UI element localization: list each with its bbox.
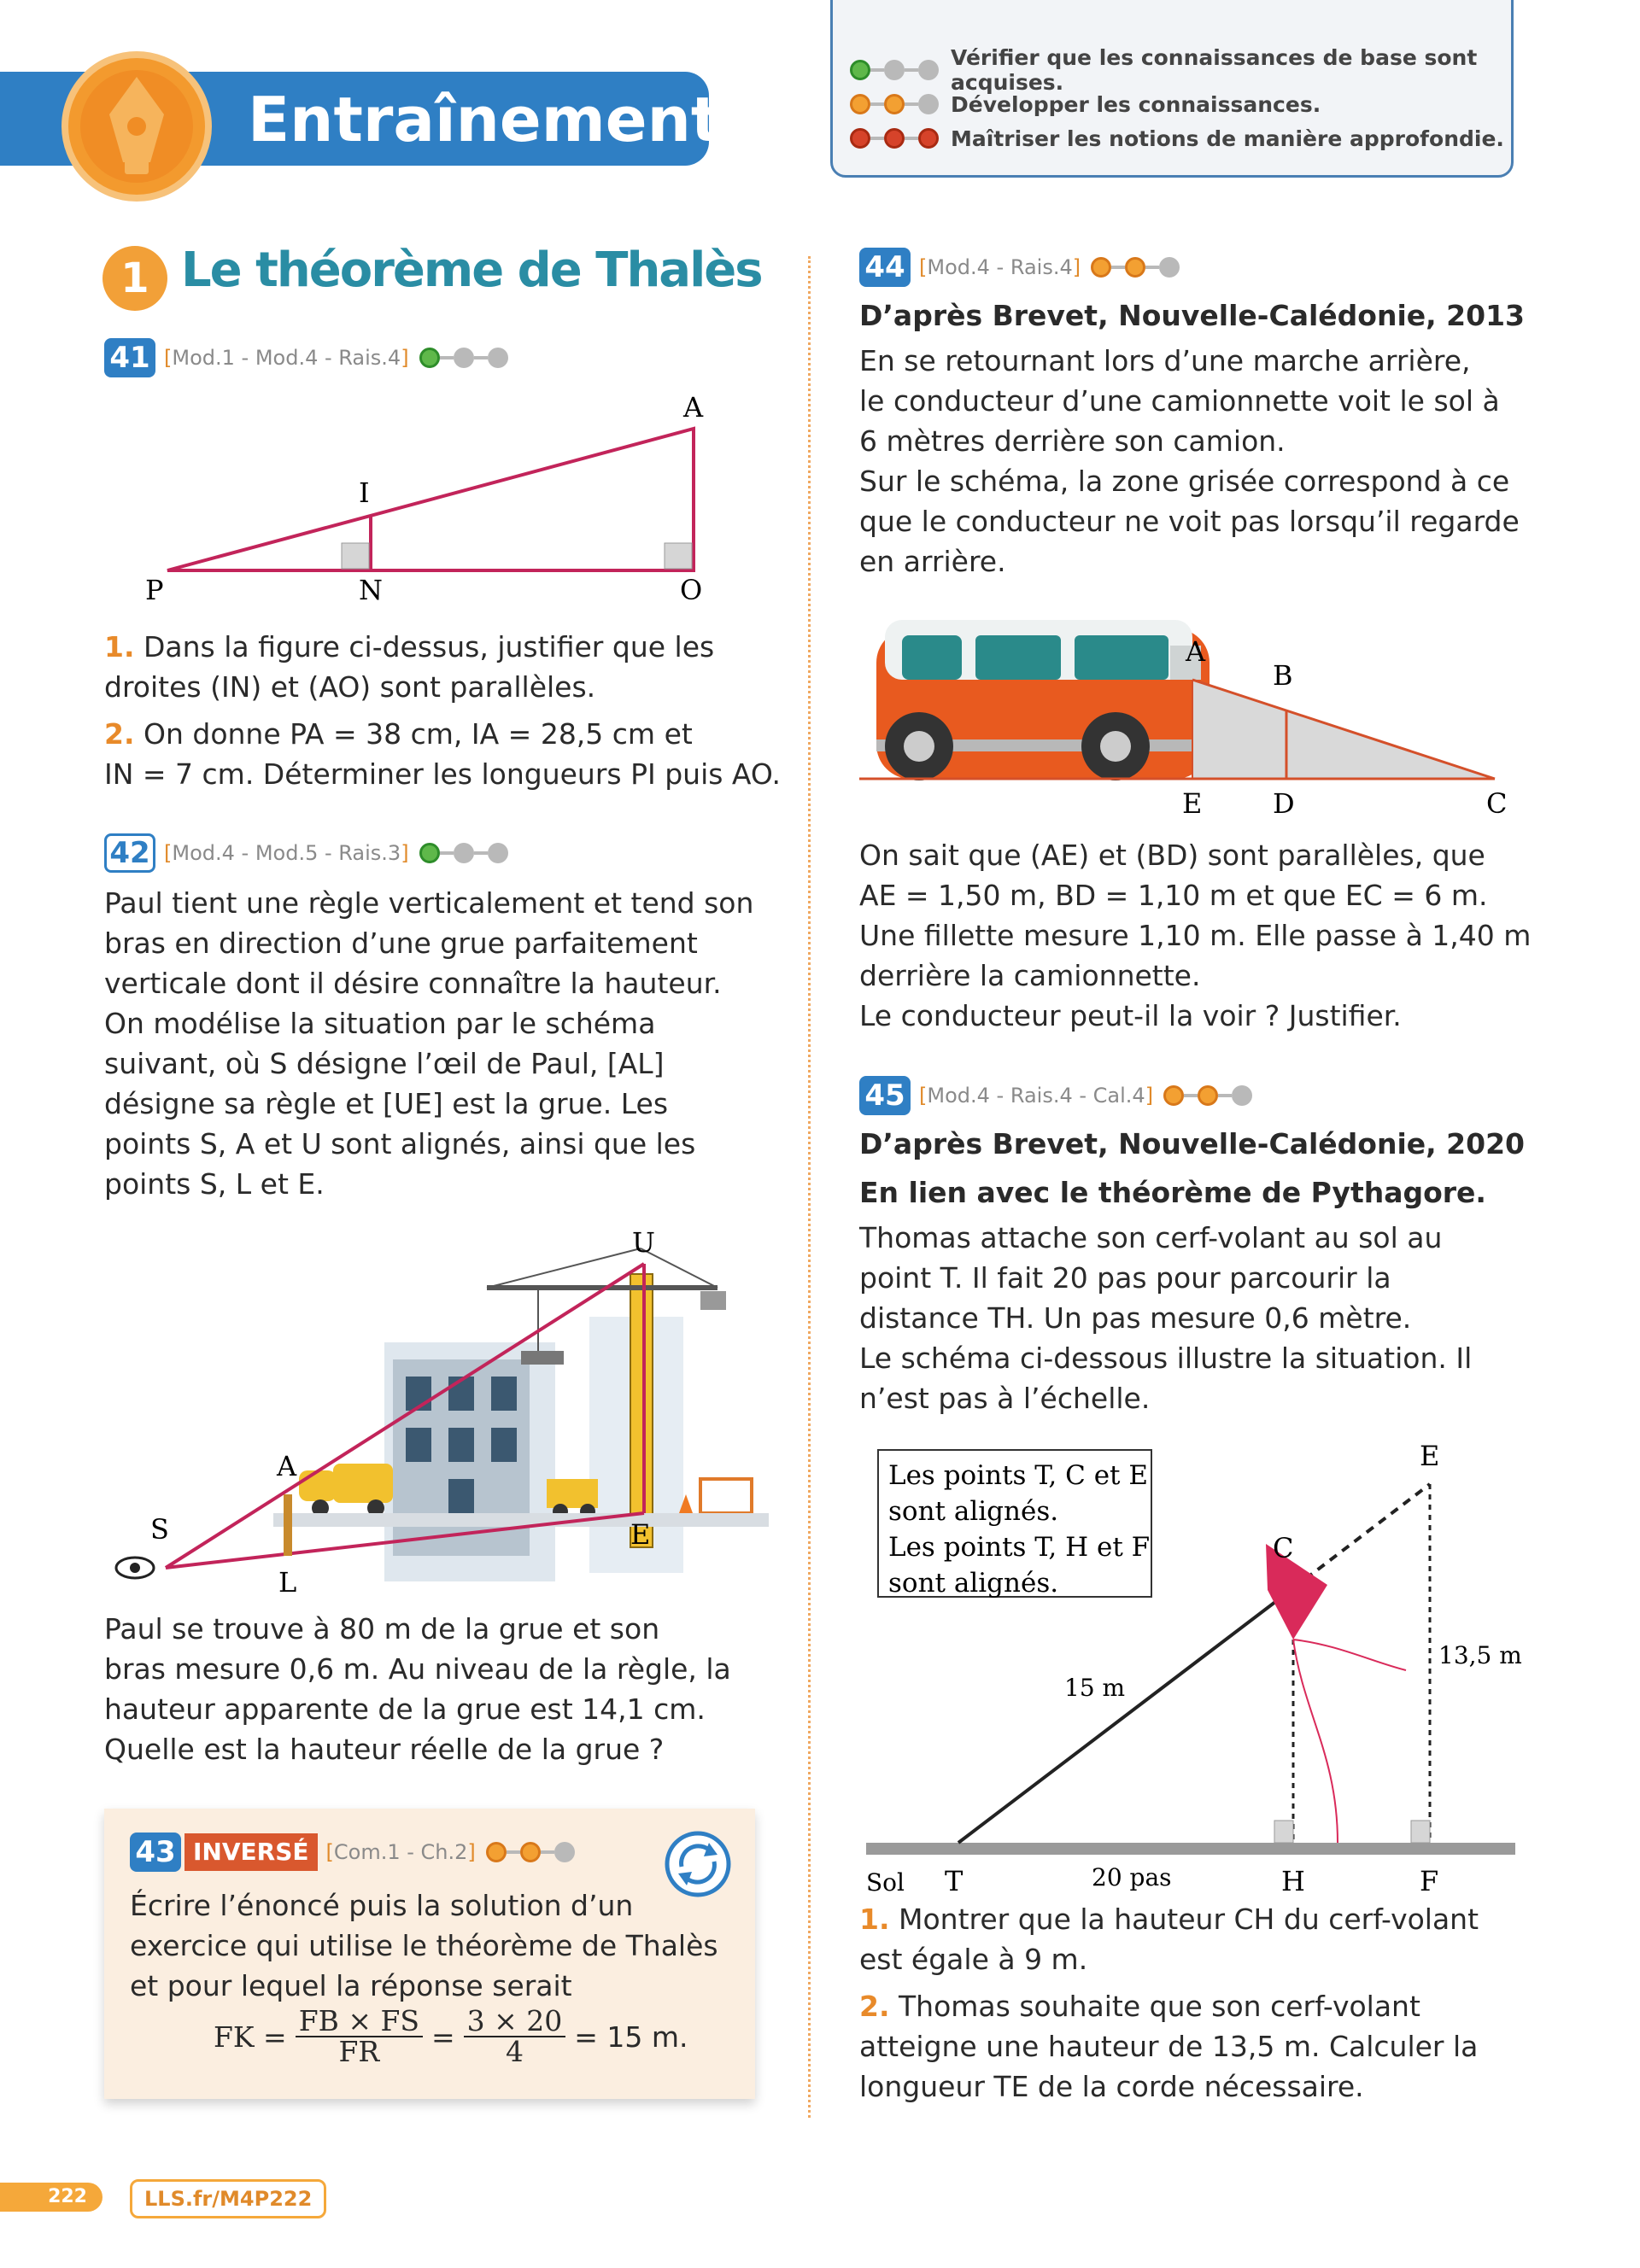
question-text: Thomas souhaite que son cerf-volant [899,1990,1420,2023]
text-line: en arrière. [859,545,1006,578]
text-line: derrière la camionnette. [859,959,1201,992]
text-line: Le conducteur peut-il la voir ? Justifier. [859,999,1402,1032]
ex43-statement [130,1885,728,2006]
ex42-crane-figure [102,1223,769,1599]
point-label-A: A [1186,635,1206,668]
point-label-L: L [278,1566,297,1599]
ex43-inverse-box [104,1809,755,2099]
source-title: D’après Brevet, Nouvelle-Calédonie, 2020 [859,1127,1526,1160]
note-line: sont alignés. [888,1568,1059,1599]
ex41-triangle-figure [128,391,743,613]
skills-tag: [Com.1 - Ch.2] [325,1840,476,1864]
difficulty-legend [830,0,1514,178]
section-title: Le théorème de Thalès [181,243,762,298]
text-line: AE = 1,50 m, BD = 1,10 m et que EC = 6 m. [859,879,1488,912]
point-label-E: E [1182,787,1203,820]
height-label: 13,5 m [1438,1641,1522,1669]
question-number: 2. [859,1990,890,2023]
text-line: verticale dont il désire connaître la hauteur. [104,967,722,1000]
text-line: distance TH. Un pas mesure 0,6 mètre. [859,1301,1412,1335]
text-line: point T. Il fait 20 pas pour parcourir la [859,1261,1391,1295]
text-line: et pour lequel la réponse serait [130,1969,572,2002]
column-divider [808,256,811,2118]
point-label-U: U [632,1226,655,1259]
source-title: D’après Brevet, Nouvelle-Calédonie, 2013 [859,299,1526,332]
exercise-44-header [859,246,1180,289]
length-label: 15 m [1064,1674,1126,1702]
text-line: points S, L et E. [104,1167,325,1201]
text-line: points S, A et U sont alignés, ainsi que les [104,1127,696,1160]
point-label-O: O [680,574,703,606]
text-line: que le conducteur ne voit pas lorsqu’il regarde [859,505,1520,538]
formula-result: = 15 m. [574,2020,688,2054]
ex45-kite-figure [859,1431,1594,1892]
exercise-42-header [104,832,508,874]
text-line: Quelle est la hauteur réelle de la grue ? [104,1733,665,1766]
web-link[interactable]: LLS.fr/M4P222 [130,2179,326,2218]
question-text: est égale à 9 m. [859,1943,1088,1976]
question-text: longueur TE de la corde nécessaire. [859,2070,1364,2103]
point-label-N: N [359,574,383,606]
ex41-questions [104,627,788,794]
note-line: Les points T, H et F [888,1532,1151,1563]
exercise-number: 42 [104,833,155,873]
legend-text: Développer les connaissances. [951,91,1321,117]
point-label-P: P [145,574,164,606]
text-line: exercice qui utilise le théorème de Thalès [130,1929,718,1962]
exercise-number: 41 [104,338,155,377]
question-text: droites (IN) et (AO) sont parallèles. [104,670,596,704]
question-text: On donne PA = 38 cm, IA = 28,5 cm et [144,717,693,751]
formula-denominator: FR [338,2035,380,2068]
ground-label: Sol [866,1868,905,1892]
page-title: Entraînement [248,84,721,155]
ex43-formula [214,2004,688,2068]
text-line: hauteur apparente de la grue est 14,1 cm. [104,1692,706,1726]
text-line: Écrire l’énoncé puis la solution d’un [130,1889,634,1922]
point-label-T: T [945,1865,964,1892]
skills-tag: [Mod.4 - Mod.5 - Rais.3] [164,841,409,865]
point-label-C: C [1486,787,1508,820]
legend-text: Vérifier que les connaissances de base sont acquises. [951,45,1478,95]
ex44-statement [859,295,1594,582]
ex45-statement [859,1124,1594,1418]
formula-lhs: FK = [214,2020,287,2054]
question-number: 1. [104,630,135,663]
text-line: n’est pas à l’échelle. [859,1382,1151,1415]
formula-equals: = [430,2020,455,2054]
text-line: On sait que (AE) et (BD) sont parallèles, que [859,839,1485,872]
skills-tag: [Mod.4 - Rais.4 - Cal.4] [919,1084,1154,1108]
point-label-D: D [1273,787,1295,820]
level-1-dots-icon [419,843,508,863]
ex42-question [104,1609,788,1769]
point-label-A: A [277,1450,297,1482]
level-1-dots-icon [850,60,939,80]
exercise-number: 43 [130,1833,181,1872]
question-number: 1. [859,1903,890,1936]
text-line: Thomas attache son cerf-volant au sol au [859,1221,1443,1254]
ex45-questions [859,1899,1594,2107]
point-label-F: F [1420,1865,1439,1892]
pen-nib-badge-icon [62,51,212,202]
text-line: 6 mètres derrière son camion. [859,424,1286,458]
ex42-statement [104,883,788,1204]
level-2-dots-icon [850,94,939,114]
formula-denominator: 4 [505,2035,524,2068]
exercise-number: 44 [859,248,911,287]
legend-text: Maîtriser les notions de manière approfondie. [951,126,1504,151]
level-2-dots-icon [486,1842,575,1862]
question-text: Dans la figure ci-dessus, justifier que les [144,630,715,663]
text-line: Sur le schéma, la zone grisée correspond à ce [859,465,1510,498]
text-line: bras en direction d’une grue parfaitement [104,926,698,960]
formula-numerator: FB × FS [296,2007,423,2037]
point-label-A: A [683,391,704,424]
point-label-E: E [1420,1440,1440,1472]
level-2-dots-icon [1091,257,1180,278]
point-label-E: E [630,1518,651,1551]
text-line: Paul tient une règle verticalement et tend son [104,886,754,920]
inverse-label: INVERSÉ [184,1833,318,1871]
exercise-number: 45 [859,1076,911,1115]
text-line: suivant, où S désigne l’œil de Paul, [AL] [104,1047,665,1080]
text-line: Le schéma ci-dessous illustre la situation. Il [859,1342,1473,1375]
legend-row-develop [850,88,1321,120]
text-line: désigne sa règle et [UE] est la grue. Les [104,1087,669,1120]
ex44-van-figure [859,611,1594,825]
point-label-C: C [1273,1532,1294,1564]
skills-tag: [Mod.4 - Rais.4] [919,255,1081,279]
section-number: 1 [102,246,167,311]
exercise-41-header [104,336,508,379]
legend-row-master [850,122,1504,155]
level-3-dots-icon [850,128,939,149]
level-2-dots-icon [1163,1085,1252,1106]
question-text: IN = 7 cm. Déterminer les longueurs PI puis AO. [104,757,782,791]
question-text: atteigne une hauteur de 13,5 m. Calculer la [859,2030,1479,2063]
text-line: Paul se trouve à 80 m de la grue et son [104,1612,660,1645]
link-note: En lien avec le théorème de Pythagore. [859,1176,1486,1209]
point-label-S: S [150,1513,169,1546]
text-line: bras mesure 0,6 m. Au niveau de la règle, la [104,1652,731,1686]
legend-row-basic [850,45,1511,95]
exercise-45-header [859,1074,1252,1117]
distance-label: 20 pas [1092,1863,1172,1891]
note-line: sont alignés. [888,1496,1059,1527]
point-label-B: B [1273,659,1293,692]
ex44-question [859,835,1594,1036]
formula-numerator: 3 × 20 [464,2007,566,2037]
point-label-H: H [1281,1865,1305,1892]
page-number: 222 [0,2183,102,2212]
skills-tag: [Mod.1 - Mod.4 - Rais.4] [164,346,409,370]
text-line: On modélise la situation par le schéma [104,1007,656,1040]
note-line: Les points T, C et E [888,1460,1148,1491]
question-text: Montrer que la hauteur CH du cerf-volant [899,1903,1479,1936]
text-line: Une fillette mesure 1,10 m. Elle passe à 1,40 m [859,919,1532,952]
point-label-I: I [359,476,370,509]
text-line: le conducteur d’une camionnette voit le sol à [859,384,1500,418]
question-number: 2. [104,717,135,751]
text-line: En se retournant lors d’une marche arrière, [859,344,1471,377]
level-1-dots-icon [419,348,508,368]
